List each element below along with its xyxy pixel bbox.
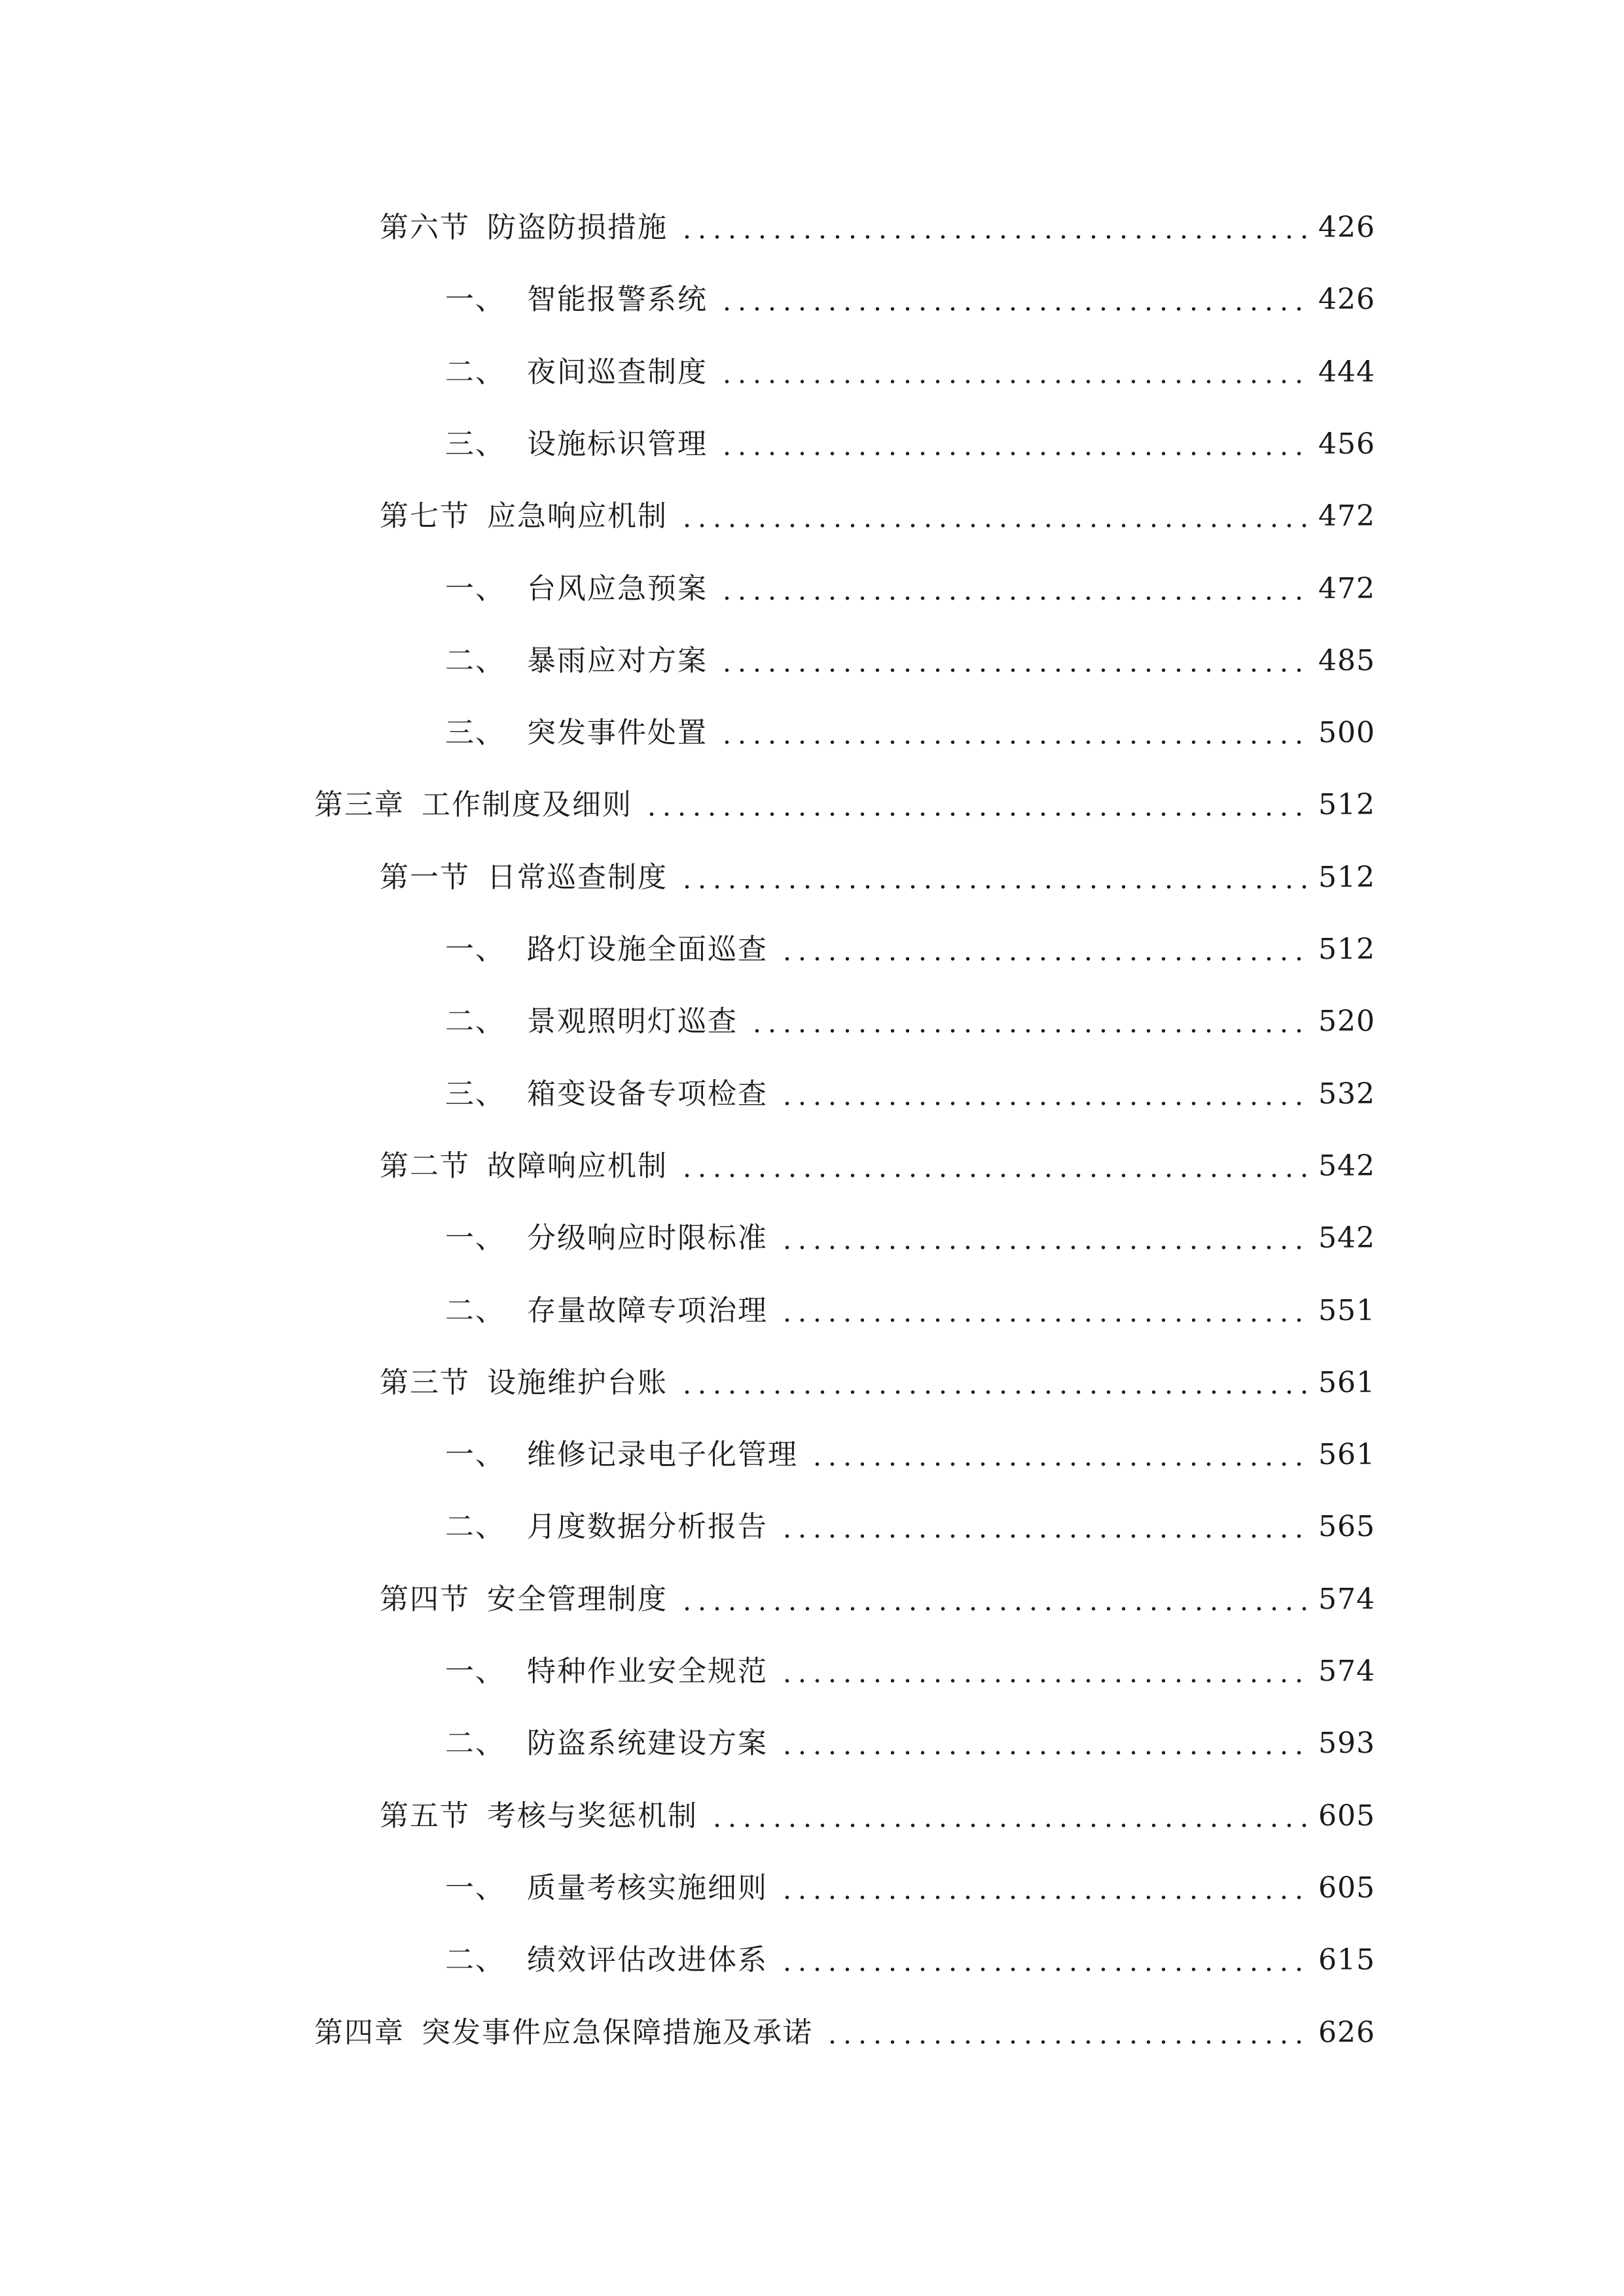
toc-entry[interactable] [445, 277, 1375, 323]
toc-page-number: 532 [1318, 1077, 1375, 1111]
toc-entry-number: 二、 [445, 1943, 505, 1977]
toc-page-number: 444 [1318, 355, 1375, 389]
toc-page-number: 472 [1318, 499, 1375, 533]
toc-entry[interactable] [380, 493, 1375, 539]
toc-entry-label [445, 927, 768, 973]
toc-entry-title: 维修记录电子化管理 [527, 1438, 798, 1471]
dot-leader [777, 927, 1312, 973]
dot-leader [747, 999, 1312, 1045]
toc-page-number: 500 [1318, 716, 1375, 749]
dot-leader [707, 1793, 1312, 1839]
dot-leader [777, 1215, 1312, 1261]
toc-entry-label [314, 2010, 813, 2056]
toc-entry-number: 第三节 [380, 1366, 470, 1399]
dot-leader [777, 1937, 1312, 1983]
toc-entry-number: 一、 [445, 1438, 505, 1471]
toc-entry-label [380, 1143, 668, 1189]
dot-leader [822, 2010, 1312, 2056]
toc-entry-title: 质量考核实施细则 [527, 1871, 768, 1905]
toc-entry-title: 箱变设备专项检查 [527, 1077, 768, 1111]
toc-entry-title: 工作制度及细则 [422, 788, 632, 821]
dot-leader [717, 422, 1312, 467]
toc-entry-label [380, 1360, 668, 1406]
dot-leader [717, 350, 1312, 395]
toc-page-number: 456 [1318, 427, 1375, 461]
toc-page-number: 605 [1318, 1871, 1375, 1905]
toc-entry-number: 第七节 [380, 499, 470, 533]
toc-entry-title: 突发事件应急保障措施及承诺 [422, 2016, 813, 2049]
toc-entry[interactable] [380, 1360, 1375, 1406]
toc-entry[interactable] [380, 1793, 1375, 1839]
toc-entry-number: 第六节 [380, 211, 470, 244]
toc-page-number: 561 [1318, 1366, 1375, 1399]
toc-entry-number: 二、 [445, 644, 505, 677]
toc-entry[interactable] [380, 205, 1375, 251]
dot-leader [677, 1143, 1312, 1189]
toc-entry-title: 月度数据分析报告 [527, 1510, 768, 1543]
toc-page-number: 520 [1318, 1005, 1375, 1038]
dot-leader [677, 855, 1312, 901]
toc-page-number: 574 [1318, 1583, 1375, 1616]
toc-entry[interactable] [445, 1215, 1375, 1261]
toc-entry-label [445, 277, 708, 323]
toc-entry-label [445, 566, 708, 612]
toc-entry-title: 日常巡查制度 [487, 861, 668, 894]
toc-entry-number: 三、 [445, 716, 505, 749]
toc-entry[interactable] [445, 566, 1375, 612]
toc-entry-label [314, 782, 632, 828]
toc-page-number: 426 [1318, 211, 1375, 244]
toc-entry-title: 安全管理制度 [487, 1583, 668, 1616]
toc-entry[interactable] [445, 1504, 1375, 1550]
toc-entry-title: 防盗系统建设方案 [527, 1727, 768, 1760]
toc-entry-label [445, 638, 708, 684]
toc-entry-number: 第一节 [380, 861, 470, 894]
toc-page-number: 512 [1318, 788, 1375, 821]
dot-leader [717, 566, 1312, 612]
toc-page-number: 485 [1318, 644, 1375, 677]
toc-entry-title: 夜间巡查制度 [527, 355, 708, 389]
toc-entry-label [445, 1649, 768, 1695]
toc-entry[interactable] [445, 999, 1375, 1045]
toc-entry-title: 分级响应时限标准 [527, 1221, 768, 1255]
dot-leader [717, 638, 1312, 684]
toc-entry-number: 一、 [445, 572, 505, 605]
toc-page-number: 542 [1318, 1221, 1375, 1255]
toc-page-number: 512 [1318, 933, 1375, 966]
dot-leader [717, 710, 1312, 756]
toc-page-number: 574 [1318, 1655, 1375, 1688]
toc-entry-number: 三、 [445, 427, 505, 461]
toc-entry-label [445, 1937, 768, 1983]
toc-entry-number: 一、 [445, 933, 505, 966]
toc-entry-number: 一、 [445, 1871, 505, 1905]
toc-entry-label [445, 1071, 768, 1117]
toc-page-number: 542 [1318, 1149, 1375, 1183]
toc-entry-number: 一、 [445, 1655, 505, 1688]
toc-entry-title: 故障响应机制 [487, 1149, 668, 1183]
toc-entry-title: 应急响应机制 [487, 499, 668, 533]
toc-entry-title: 景观照明灯巡查 [527, 1005, 738, 1038]
dot-leader [717, 277, 1312, 323]
dot-leader [677, 1577, 1312, 1623]
toc-entry-title: 考核与奖惩机制 [487, 1799, 698, 1833]
toc-entry-label [380, 855, 668, 901]
toc-entry-label [445, 1432, 798, 1478]
toc-entry-title: 绩效评估改进体系 [527, 1943, 768, 1977]
dot-leader [777, 1071, 1312, 1117]
toc-entry-label [380, 493, 668, 539]
toc-entry[interactable] [380, 855, 1375, 901]
toc-entry[interactable] [445, 1865, 1375, 1911]
toc-entry[interactable] [445, 710, 1375, 756]
toc-entry[interactable] [445, 1649, 1375, 1695]
toc-entry-number: 第三章 [314, 788, 405, 821]
toc-entry-label [445, 999, 738, 1045]
dot-leader [807, 1432, 1312, 1478]
toc-entry[interactable] [445, 1071, 1375, 1117]
toc-entry-title: 智能报警系统 [527, 283, 708, 316]
toc-entry[interactable] [445, 1288, 1375, 1334]
dot-leader [777, 1721, 1312, 1767]
toc-page-number: 426 [1318, 283, 1375, 316]
toc-entry-title: 路灯设施全面巡查 [527, 933, 768, 966]
toc-entry-label [380, 1793, 698, 1839]
toc-entry[interactable] [445, 1432, 1375, 1478]
toc-page-number: 626 [1318, 2016, 1375, 2049]
dot-leader [777, 1288, 1312, 1334]
toc-entry[interactable] [445, 927, 1375, 973]
toc-entry[interactable] [445, 638, 1375, 684]
toc-page-number: 593 [1318, 1727, 1375, 1760]
toc-entry-number: 第四章 [314, 2016, 405, 2049]
dot-leader [677, 205, 1312, 251]
toc-page-number: 561 [1318, 1438, 1375, 1471]
toc-entry-number: 二、 [445, 355, 505, 389]
dot-leader [777, 1649, 1312, 1695]
toc-page-number: 512 [1318, 861, 1375, 894]
toc-entry-label [445, 350, 708, 395]
toc-page-number: 615 [1318, 1943, 1375, 1977]
toc-entry[interactable] [445, 350, 1375, 395]
toc-entry-title: 特种作业安全规范 [527, 1655, 768, 1688]
toc-entry[interactable] [445, 422, 1375, 467]
toc-entry-number: 二、 [445, 1294, 505, 1327]
toc-entry-label [445, 422, 708, 467]
toc-entry[interactable] [445, 1937, 1375, 1983]
toc-entry-number: 二、 [445, 1510, 505, 1543]
toc-entry-title: 台风应急预案 [527, 572, 708, 605]
toc-entry-title: 防盗防损措施 [487, 211, 668, 244]
toc-entry-label [445, 710, 708, 756]
toc-entry-title: 突发事件处置 [527, 716, 708, 749]
toc-page-number: 551 [1318, 1294, 1375, 1327]
toc-entry[interactable] [314, 2010, 1375, 2056]
toc-entry-label [380, 205, 668, 251]
toc-page-number: 472 [1318, 572, 1375, 605]
toc-entry-title: 设施维护台账 [487, 1366, 668, 1399]
toc-page-number: 605 [1318, 1799, 1375, 1833]
toc-entry-label [445, 1865, 768, 1911]
toc-entry-number: 第四节 [380, 1583, 470, 1616]
dot-leader [677, 493, 1312, 539]
dot-leader [777, 1865, 1312, 1911]
toc-entry-title: 暴雨应对方案 [527, 644, 708, 677]
toc-entry-label [445, 1288, 768, 1334]
toc-entry[interactable] [445, 1721, 1375, 1767]
toc-entry[interactable] [314, 782, 1375, 828]
toc-entry-number: 二、 [445, 1727, 505, 1760]
dot-leader [677, 1360, 1312, 1406]
toc-entry-number: 一、 [445, 1221, 505, 1255]
toc-entry-label [380, 1577, 668, 1623]
toc-entry-title: 设施标识管理 [527, 427, 708, 461]
dot-leader [641, 782, 1312, 828]
dot-leader [777, 1504, 1312, 1550]
toc-entry[interactable] [380, 1577, 1375, 1623]
toc-entry-label [445, 1215, 768, 1261]
toc-entry-label [445, 1504, 768, 1550]
toc-entry-number: 第五节 [380, 1799, 470, 1833]
toc-page-number: 565 [1318, 1510, 1375, 1543]
toc-entry[interactable] [380, 1143, 1375, 1189]
toc-entry-number: 一、 [445, 283, 505, 316]
toc-entry-number: 第二节 [380, 1149, 470, 1183]
toc-entry-label [445, 1721, 768, 1767]
toc-entry-number: 二、 [445, 1005, 505, 1038]
toc-entry-number: 三、 [445, 1077, 505, 1111]
toc-entry-title: 存量故障专项治理 [527, 1294, 768, 1327]
